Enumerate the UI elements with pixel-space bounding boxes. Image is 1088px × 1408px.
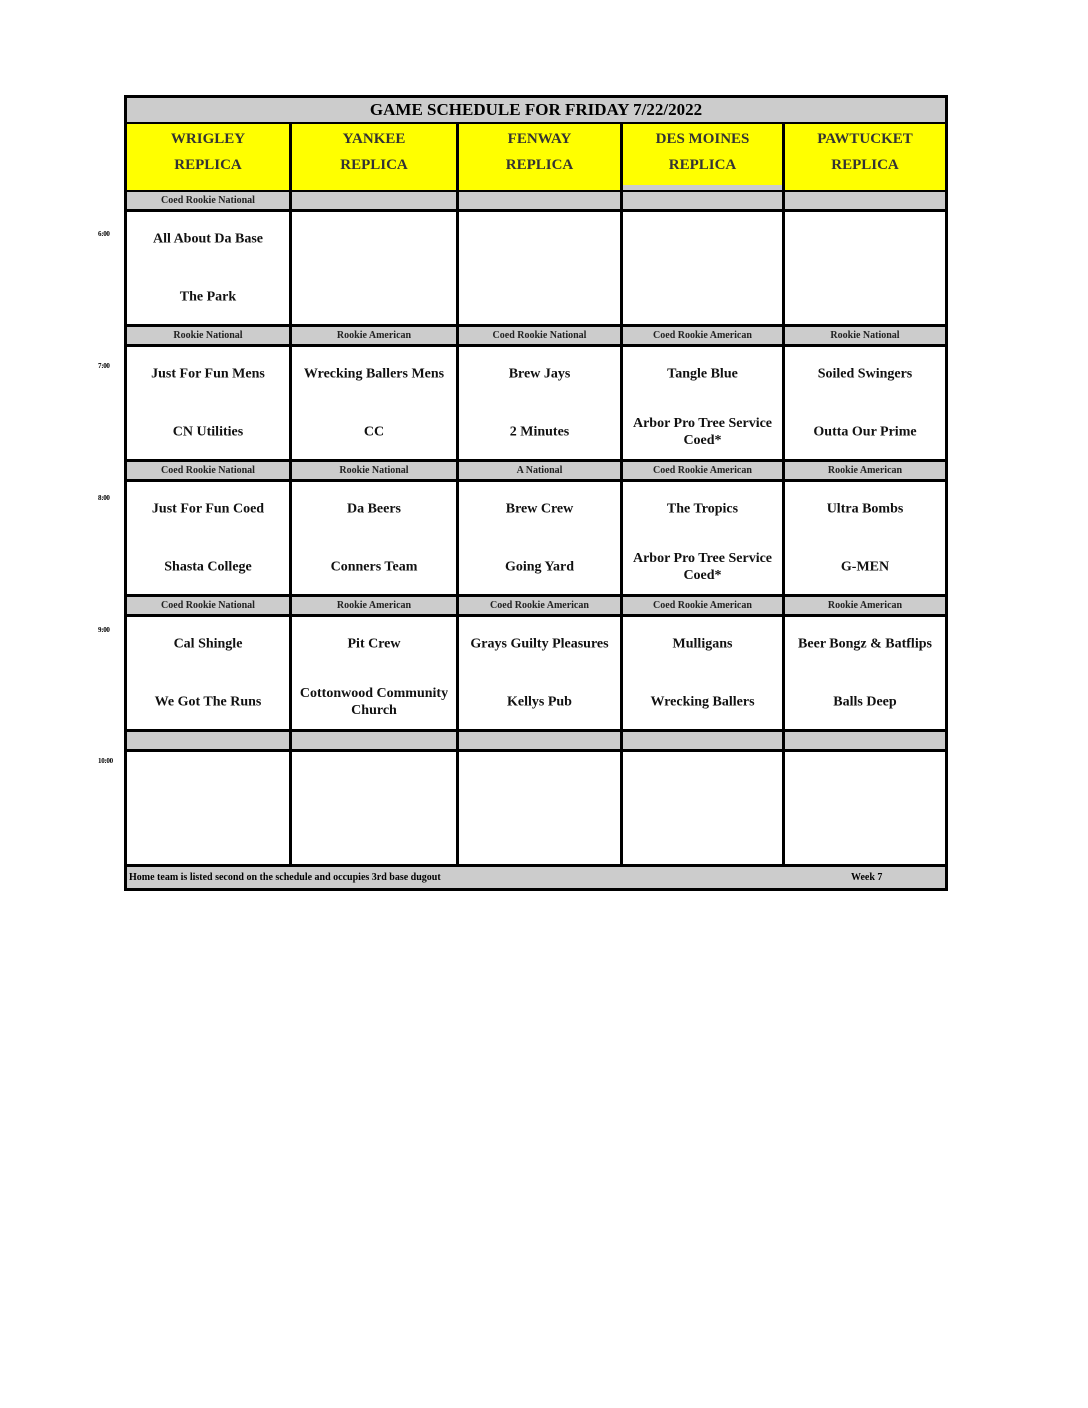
- away-team: All About Da Base: [152, 231, 264, 247]
- game-cell: [459, 617, 623, 729]
- field-header: [785, 124, 945, 190]
- division-label: Coed Rookie National: [127, 462, 292, 479]
- field-name: FENWAY: [507, 131, 572, 147]
- away-team: Just For Fun Mens: [151, 366, 265, 382]
- away-team: Just For Fun Coed: [151, 501, 265, 517]
- home-team: Arbor Pro Tree Service Coed*: [632, 416, 773, 448]
- game-cell: [785, 482, 945, 594]
- division-label: [292, 192, 459, 209]
- home-team: Conners Team: [330, 559, 418, 575]
- home-team: G-MEN: [840, 559, 890, 575]
- division-label: Rookie American: [292, 327, 459, 344]
- game-slot-row: [127, 212, 945, 327]
- home-team: Outta Our Prime: [813, 424, 917, 440]
- division-label: Rookie American: [785, 597, 945, 614]
- time-label-8: 8:00: [98, 494, 110, 502]
- away-team: Beer Bongz & Batflips: [798, 636, 932, 652]
- field-header: [623, 124, 785, 190]
- field-header: [292, 124, 459, 190]
- game-cell: [292, 752, 459, 864]
- division-row: [127, 462, 945, 482]
- game-cell: [292, 482, 459, 594]
- game-cell: [623, 212, 785, 324]
- division-label: Coed Rookie American: [459, 597, 623, 614]
- time-label-10: 10:00: [98, 757, 113, 765]
- game-cell: [459, 347, 623, 459]
- game-cell: [127, 617, 292, 729]
- home-team: Going Yard: [504, 559, 575, 575]
- schedule-table: [124, 95, 948, 891]
- home-team: CN Utilities: [172, 424, 244, 440]
- division-label: Coed Rookie American: [623, 327, 785, 344]
- game-cell: [127, 482, 292, 594]
- time-label-9: 9:00: [98, 626, 110, 634]
- field-header-row: [127, 124, 945, 192]
- division-row: [127, 732, 945, 752]
- field-name: DES MOINES: [655, 131, 750, 147]
- away-team: Tangle Blue: [667, 366, 738, 382]
- footer-bar: [127, 867, 945, 888]
- division-label: Rookie American: [785, 462, 945, 479]
- game-slot-row: [127, 347, 945, 462]
- division-label: Rookie American: [292, 597, 459, 614]
- game-cell: [623, 347, 785, 459]
- division-label: Coed Rookie American: [623, 462, 785, 479]
- game-cell: [785, 617, 945, 729]
- game-cell: [459, 212, 623, 324]
- game-cell: [292, 617, 459, 729]
- home-team: Shasta College: [164, 559, 252, 575]
- division-label: Rookie National: [127, 327, 292, 344]
- division-label: Rookie National: [292, 462, 459, 479]
- time-label-6: 6:00: [98, 230, 110, 238]
- division-label: [292, 732, 459, 749]
- away-team: Cal Shingle: [173, 636, 243, 652]
- week-label: Week 7: [851, 872, 883, 883]
- field-type: REPLICA: [340, 157, 408, 173]
- away-team: Pit Crew: [347, 636, 401, 652]
- division-label: [623, 192, 785, 209]
- game-cell: [292, 212, 459, 324]
- division-row: [127, 597, 945, 617]
- away-team: Mulligans: [672, 636, 733, 652]
- game-slot-row: [127, 482, 945, 597]
- game-cell: [127, 347, 292, 459]
- game-cell: [623, 482, 785, 594]
- game-cell: [459, 752, 623, 864]
- field-name: YANKEE: [342, 131, 406, 147]
- division-row: [127, 327, 945, 347]
- away-team: The Tropics: [666, 501, 739, 517]
- schedule-title: GAME SCHEDULE FOR FRIDAY 7/22/2022: [127, 98, 945, 124]
- division-label: Coed Rookie American: [623, 597, 785, 614]
- field-type: REPLICA: [174, 157, 242, 173]
- division-label: [785, 192, 945, 209]
- home-team: Arbor Pro Tree Service Coed*: [632, 551, 773, 583]
- division-label: Coed Rookie National: [127, 192, 292, 209]
- game-cell: [785, 347, 945, 459]
- game-cell: [785, 752, 945, 864]
- away-team: Wrecking Ballers Mens: [303, 366, 445, 382]
- away-team: Da Beers: [346, 501, 402, 517]
- footer-note: Home team is listed second on the schedule and occupies 3rd base dugout: [129, 872, 441, 883]
- game-cell: [127, 752, 292, 864]
- division-label: A National: [459, 462, 623, 479]
- home-team: Balls Deep: [833, 694, 897, 710]
- away-team: Grays Guilty Pleasures: [470, 636, 609, 652]
- home-team: Cottonwood Community Church: [299, 686, 449, 718]
- game-cell: [623, 752, 785, 864]
- game-slot-row: [127, 752, 945, 867]
- home-team: Wrecking Ballers: [650, 694, 755, 710]
- division-label: Coed Rookie National: [459, 327, 623, 344]
- division-label: [459, 192, 623, 209]
- game-cell: [127, 212, 292, 324]
- game-cell: [623, 617, 785, 729]
- game-slot-row: [127, 617, 945, 732]
- division-label: Coed Rookie National: [127, 597, 292, 614]
- game-cell: [292, 347, 459, 459]
- home-team: CC: [363, 424, 385, 440]
- home-team: Kellys Pub: [507, 694, 572, 710]
- home-team: We Got The Runs: [154, 694, 262, 710]
- away-team: Brew Jays: [508, 366, 571, 382]
- field-header: [459, 124, 623, 190]
- field-type: REPLICA: [505, 157, 574, 173]
- field-name: WRIGLEY: [170, 131, 246, 147]
- division-label: [459, 732, 623, 749]
- time-label-7: 7:00: [98, 362, 110, 370]
- division-label: [623, 732, 785, 749]
- field-type: REPLICA: [668, 157, 737, 173]
- game-cell: [785, 212, 945, 324]
- field-header: [127, 124, 292, 190]
- home-team: The Park: [179, 289, 237, 305]
- game-cell: [459, 482, 623, 594]
- division-label: [127, 732, 292, 749]
- division-row: [127, 192, 945, 212]
- division-label: [785, 732, 945, 749]
- division-label: Rookie National: [785, 327, 945, 344]
- field-name: PAWTUCKET: [817, 131, 913, 147]
- away-team: Ultra Bombs: [826, 501, 904, 517]
- away-team: Brew Crew: [505, 501, 574, 517]
- away-team: Soiled Swingers: [817, 366, 913, 382]
- home-team: 2 Minutes: [509, 424, 570, 440]
- field-type: REPLICA: [831, 157, 899, 173]
